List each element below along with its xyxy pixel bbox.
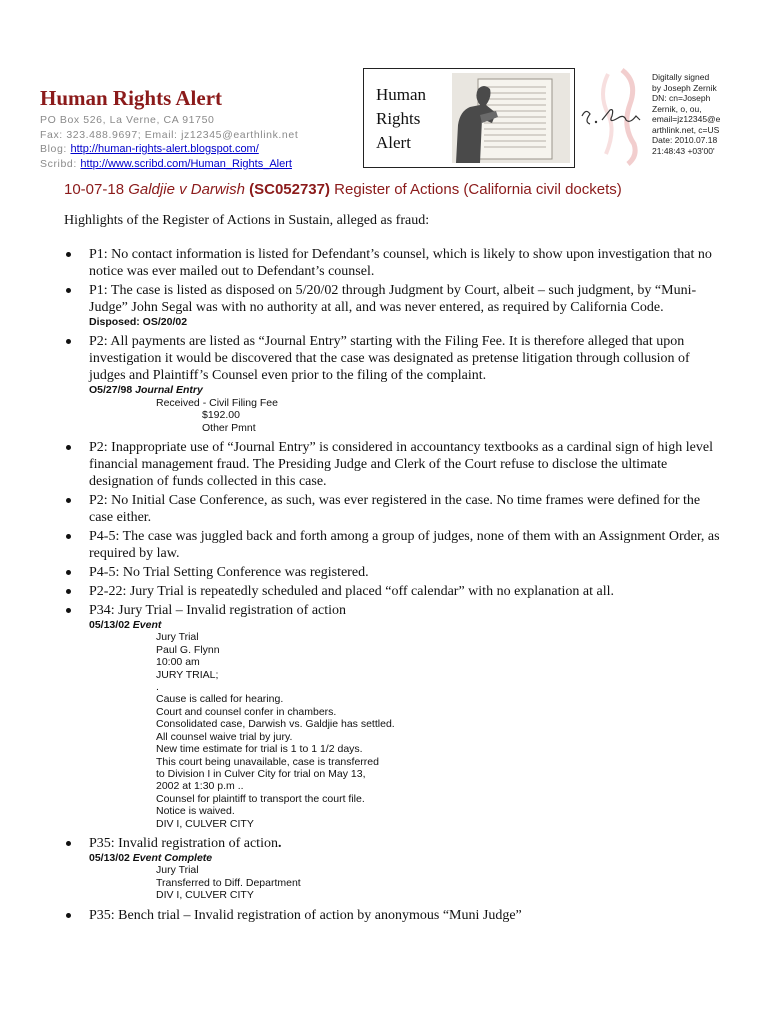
docket-entry-line: Transferred to Diff. Department: [156, 876, 301, 889]
docket-entry-line: Notice is waived.: [156, 805, 235, 818]
logo-line-1: Human: [376, 85, 427, 104]
docket-entry-line: 2002 at 1:30 p.m ..: [156, 780, 244, 793]
list-item: P4-5: The case was juggled back and forth among a group of judges, none of them with an Assignment Order, as required by law.: [64, 528, 724, 562]
entry-type: Event: [132, 619, 162, 632]
docket-entry-line: Counsel for plaintiff to transport the court file.: [156, 792, 365, 805]
entry-date: 05/13/02: [89, 619, 130, 632]
entry-type: Journal Entry: [135, 384, 203, 397]
signature-line: Digitally signed: [652, 72, 710, 82]
list-item-period: .: [277, 835, 282, 851]
signature-line: DN: cn=Joseph: [652, 93, 711, 103]
docket-entry-header: [64, 384, 724, 396]
list-item-text: P35: Invalid registration of action: [89, 835, 278, 851]
docket-entry-line: JURY TRIAL;: [156, 668, 219, 681]
title-description: Register of Actions (California civil dockets): [334, 181, 622, 198]
signature-line: Zernik, o, ou,: [652, 103, 702, 114]
organization-name: Human Rights Alert: [40, 86, 223, 110]
docket-entry-line: DIV I, CULVER CITY: [156, 889, 254, 902]
docket-entry-line: This court being unavailable, case is transferred: [156, 755, 379, 768]
list-item: P2: All payments are listed as “Journal Entry” starting with the Filing Fee. It is therefore alleged that upon investigation it would be discovered that the case was designated as pretense litigation through collusion of judges and Plaintiff’s Counsel even prior to the filing of the complaint.: [64, 333, 724, 384]
docket-entry-line: Consolidated case, Darwish vs. Galdjie has settled.: [156, 718, 395, 731]
docket-entry-line: $192.00: [202, 409, 240, 422]
scribd-link[interactable]: http://www.scribd.com/Human_Rights_Alert: [80, 157, 292, 170]
title-case-number: (SC052737): [249, 181, 330, 198]
docket-entry-line: Jury Trial: [156, 631, 199, 644]
list-item: P2-22: Jury Trial is repeatedly scheduled and placed “off calendar” with no explanation at all.: [64, 583, 724, 600]
docket-entry-line: Cause is called for hearing.: [156, 693, 284, 706]
digital-signature-details: [652, 72, 762, 156]
signature-line: Date: 2010.07.18: [652, 135, 718, 145]
postal-address: PO Box 526, La Verne, CA 91750: [40, 114, 215, 126]
list-item: P35: Bench trial – Invalid registration of action by anonymous “Muni Judge”: [64, 907, 724, 924]
signature-line: email=jz12345@e: [652, 114, 721, 124]
highlights-list: [64, 246, 724, 924]
docket-entry-header: [64, 852, 724, 864]
entry-date: O5/27/98: [89, 384, 133, 397]
list-item: P1: The case is listed as disposed on 5/20/02 through Judgment by Court, albeit – such judgment, by “Muni-Judge” John Segal was with no authority at all, and was never entered, as required by California Code.: [64, 282, 724, 316]
docket-entry-line: DIV I, CULVER CITY: [156, 817, 254, 830]
scribd-row: [40, 157, 298, 172]
intro-text: Highlights of the Register of Actions in Sustain, alleged as fraud:: [64, 213, 430, 228]
list-item: P34: Jury Trial – Invalid registration of action: [64, 602, 724, 619]
disposed-entry: Disposed: OS/20/02: [89, 316, 188, 328]
title-date: 10-07-18: [64, 181, 125, 198]
document-title: [64, 181, 622, 198]
docket-entry-line: Other Pmnt: [202, 421, 256, 434]
docket-entry-line: Court and counsel confer in chambers.: [156, 705, 337, 718]
contact-block: [40, 113, 298, 171]
docket-entry-line: All counsel waive trial by jury.: [156, 730, 293, 743]
fax-email: Fax: 323.488.9697; Email: jz12345@earthlink.net: [40, 128, 299, 141]
list-item: P2: No Initial Case Conference, as such, was ever registered in the case. No time frames were defined for the case either.: [64, 492, 724, 526]
list-item: P4-5: No Trial Setting Conference was registered.: [64, 564, 724, 581]
list-item: P2: Inappropriate use of “Journal Entry” is considered in accountancy textbooks as a cardinal sign of high level financial management fraud. The Presiding Judge and Clerk of the Court refuse to disclose the ultimate designation of funds collected in this case.: [64, 439, 724, 490]
docket-entry-line: Paul G. Flynn: [156, 643, 220, 656]
docket-entry-line: .: [156, 681, 159, 694]
signature-line: 21:48:43 +03'00': [652, 145, 715, 156]
logo-line-2: Rights: [376, 109, 421, 128]
blog-link[interactable]: http://human-rights-alert.blogspot.com/: [70, 143, 259, 155]
docket-entry-line: to Division I in Culver City for trial on May 13,: [156, 767, 366, 780]
blog-row: [40, 142, 298, 157]
docket-entry-line: Jury Trial: [156, 864, 199, 877]
list-item: P1: No contact information is listed for Defendant’s counsel, which is likely to show upon investigation that no notice was ever mailed out to Defendant’s counsel.: [64, 246, 724, 280]
signature-line: arthlink.net, c=US: [652, 124, 720, 135]
entry-date: 05/13/02: [89, 851, 130, 864]
digital-signature-mark-icon: [578, 64, 650, 168]
logo-line-3: Alert: [376, 133, 411, 152]
signature-line: by Joseph Zernik: [652, 82, 717, 93]
logo-wordmark: [376, 83, 426, 155]
entry-type: Event Complete: [132, 851, 213, 864]
declaration-photo-icon: [452, 73, 570, 163]
docket-entry-line: New time estimate for trial is 1 to 1 1/2 days.: [156, 743, 363, 756]
list-item: [64, 835, 724, 852]
blog-label: Blog:: [40, 143, 67, 155]
docket-entry-header: [64, 619, 724, 631]
logo: [363, 68, 575, 168]
title-case-names: Galdjie v Darwish: [128, 181, 245, 198]
docket-entry-line: 10:00 am: [156, 656, 200, 669]
scribd-label: Scribd:: [40, 157, 77, 170]
docket-entry-line: Received - Civil Filing Fee: [156, 396, 278, 409]
